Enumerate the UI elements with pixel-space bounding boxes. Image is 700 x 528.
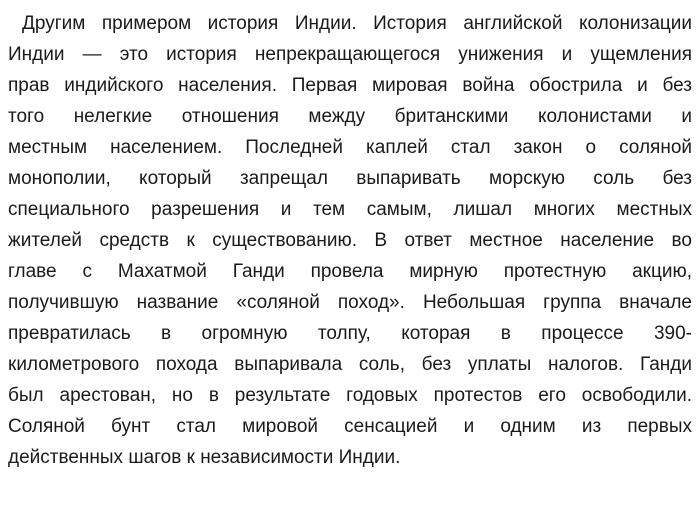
paragraph-line: превратилась в огромную толпу, которая в процессе 390- <box>8 323 692 344</box>
paragraph-line: Индии — это история непрекращающегося унижения и ущемления <box>8 44 692 65</box>
paragraph-line: километрового похода выпаривала соль, без уплаты налогов. Ганди <box>8 354 692 375</box>
paragraph-line: того нелегкие отношения между британскими колонистами и <box>8 106 692 127</box>
paragraph <box>8 8 692 473</box>
document-page <box>8 8 692 473</box>
paragraph-line: монополии, который запрещал выпаривать морскую соль без <box>8 168 692 189</box>
paragraph-line: действенных шагов к независимости Индии. <box>8 447 401 468</box>
paragraph-line: получившую название «соляной поход». Небольшая группа вначале <box>8 292 692 313</box>
paragraph-line: прав индийского населения. Первая мировая война обострила и без <box>8 75 692 96</box>
paragraph-line: главе с Махатмой Ганди провела мирную протестную акцию, <box>8 261 692 282</box>
paragraph-line: был арестован, но в результате годовых протестов его освободили. <box>8 385 692 406</box>
paragraph-line: Соляной бунт стал мировой сенсацией и одним из первых <box>8 416 692 437</box>
paragraph-line: жителей средств к существованию. В ответ местное население во <box>8 230 692 251</box>
paragraph-line: Другим примером история Индии. История английской колонизации <box>22 13 692 34</box>
paragraph-line: специального разрешения и тем самым, лишал многих местных <box>8 199 692 220</box>
paragraph-line: местным населением. Последней каплей стал закон о соляной <box>8 137 692 158</box>
